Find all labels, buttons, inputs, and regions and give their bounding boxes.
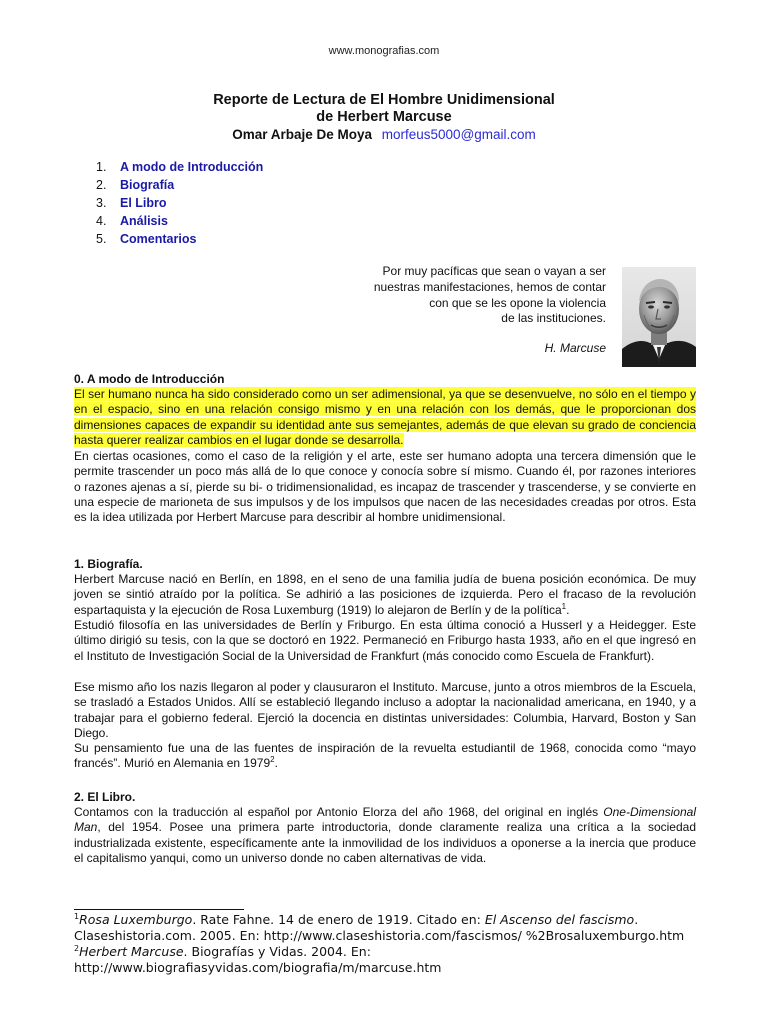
author-email-link[interactable]: morfeus5000@gmail.com (381, 127, 536, 142)
bio-text-end: . (274, 756, 278, 771)
footnote-work-title: El Ascenso del fascismo (484, 912, 635, 927)
toc-link-comentarios[interactable]: Comentarios (120, 232, 197, 246)
site-header: www.monografias.com (328, 45, 440, 57)
footnote-number: 1 (74, 911, 80, 921)
section-heading-biografia: 1. Biografía. (74, 557, 143, 571)
doc-title-line1: Reporte de Lectura de El Hombre Unidimensional (213, 92, 555, 108)
libro-text: , del 1954. Posee una primera parte introductoria, donde claramente realiza una crítica a la sociedad industrializada existente, específicamente ante la inmovilidad de los individuos a oponerse a la inercia que produce el capitalismo yanqui, como un universo donde no caben alternativas de vida. (74, 820, 696, 865)
footnote-url-text[interactable]: . Claseshistoria.com. 2005. En: http://www.claseshistoria.com/fascismos/ %2Brosaluxemburgo.htm (74, 912, 685, 943)
footnote-source-title: Rosa Luxemburgo (79, 912, 193, 927)
bio-paragraph-3: Ese mismo año los nazis llegaron al poder y clausuraron el Instituto. Marcuse, junto a otros miembros de la Escuela, se trasladó a Estados Unidos. Allí se estableció llegando incluso a adoptar la nacionalidad americana, en 1940, y a trabajar para el gobierno federal. Ejerció la docencia en distintas universidades: Columbia, Harvard, Boston y San Diego. (74, 680, 696, 740)
author-line (0, 127, 768, 142)
footnote-text: . Rate Fahne. 14 de enero de 1919. Citado en: (192, 912, 485, 927)
toc-link-analisis[interactable]: Análisis (120, 214, 168, 228)
toc-link-biografia[interactable]: Biografía (120, 178, 175, 192)
epigraph-quote (300, 264, 606, 327)
footnote-2 (74, 944, 714, 976)
toc-number: 3. (96, 196, 107, 210)
toc-number: 2. (96, 178, 107, 192)
quote-line: Por muy pacíficas que sean o vayan a ser (382, 264, 606, 278)
toc-item (96, 194, 263, 212)
toc-item (96, 176, 263, 194)
quote-line: de las instituciones. (501, 311, 606, 326)
toc-item (96, 212, 263, 230)
bio-text: Herbert Marcuse nació en Berlín, en 1898, en el seno de una familia judía de buena posición económica. De muy joven se sintió atraído por la política. Se adhirió a las posiciones de izquierda. Pero el fracaso de la revolución espartaquista y la ejecución de Rosa Luxemburg (1919) lo alejaron de Berlín y de la política (74, 572, 696, 617)
intro-highlighted-paragraph (74, 387, 696, 448)
author-name: Omar Arbaje De Moya (232, 127, 372, 142)
footnote-ref-1[interactable]: 1 (561, 601, 567, 611)
footnotes (74, 912, 714, 976)
footnote-ref-2[interactable]: 2 (270, 755, 275, 765)
toc-item (96, 158, 263, 176)
table-of-contents (96, 158, 263, 248)
toc-number: 5. (96, 232, 107, 246)
bio-paragraph-2: Estudió filosofía en las universidades de Berlín y Friburgo. En esta última conoció a Husserl y a Heidegger. Este último dirigió su tesis, con la que se doctoró en 1922. Permaneció en Friburgo hasta 1933, año en el que ingresó en el Instituto de Investigación Social de la Universidad de Frankfurt (más conocido como Escuela de Frankfurt). (74, 618, 696, 663)
section-heading-el-libro: 2. El Libro. (74, 790, 136, 804)
highlighted-text: El ser humano nunca ha sido considerado como un ser adimensional, ya que se desenvuelve, no sólo en el tiempo y en el espacio, sino en una relación consigo mismo y en una relación con los demás, que le proporcionan dos dimensiones capaces de expandir su identidad ante sus semejantes, además de que elevan su grado de conciencia hasta querer realizar cambios en el lugar donde se desarrolla. (74, 387, 696, 447)
book-title: One-Dimensional Man (74, 805, 696, 835)
toc-item (96, 230, 263, 248)
quote-author: H. Marcuse (544, 341, 606, 355)
section-heading-introduccion: 0. A modo de Introducción (74, 372, 225, 386)
marcuse-portrait-image (622, 267, 696, 367)
libro-paragraph (74, 805, 696, 866)
libro-text: Contamos con la traducción al español por Antonio Elorza del año 1968, del original en inglés (74, 805, 604, 819)
bio-text: Su pensamiento fue una de las fuentes de inspiración de la revuelta estudiantil de 1968, conocida como “mayo francés”. Murió en Alemania en 1979 (74, 741, 696, 771)
footnote-number: 2 (74, 943, 80, 953)
quote-line: nuestras manifestaciones, hemos de contar (373, 279, 606, 294)
footnote-divider (74, 909, 244, 910)
toc-link-introduccion[interactable]: A modo de Introducción (120, 160, 264, 174)
toc-number: 4. (96, 214, 107, 228)
footnote-url-text[interactable]: . Biografías y Vidas. 2004. En: http://www.biografiasyvidas.com/biografia/m/marcuse.htm (74, 944, 442, 975)
toc-number: 1. (96, 160, 107, 174)
footnote-1 (74, 912, 714, 944)
footnote-source-title: Herbert Marcuse (79, 944, 184, 959)
toc-link-el-libro[interactable]: El Libro (120, 196, 167, 210)
doc-title-line2: de Herbert Marcuse (316, 109, 452, 125)
bio-text-end: . (566, 602, 570, 617)
quote-line: con que se les opone la violencia (429, 295, 606, 310)
intro-paragraph: En ciertas ocasiones, como el caso de la religión y el arte, este ser humano adopta una tercera dimensión que le permite trascender un poco más allá de lo que conoce y conocía sobre sí mismo. Cuando él, por razones interiores o razones ajenas a sí, pierde su bi- o tridimensionalidad, es incapaz de trascender y trascenderse, y se convierte en una especie de marioneta de sus impulsos y de los impulsos que nacen de las necesidades creadas por otros. Esta es la idea utilizada por Herbert Marcuse para describir al hombre unidimensional. (74, 449, 696, 525)
bio-paragraph-1 (74, 572, 696, 618)
bio-paragraph-4 (74, 741, 696, 772)
